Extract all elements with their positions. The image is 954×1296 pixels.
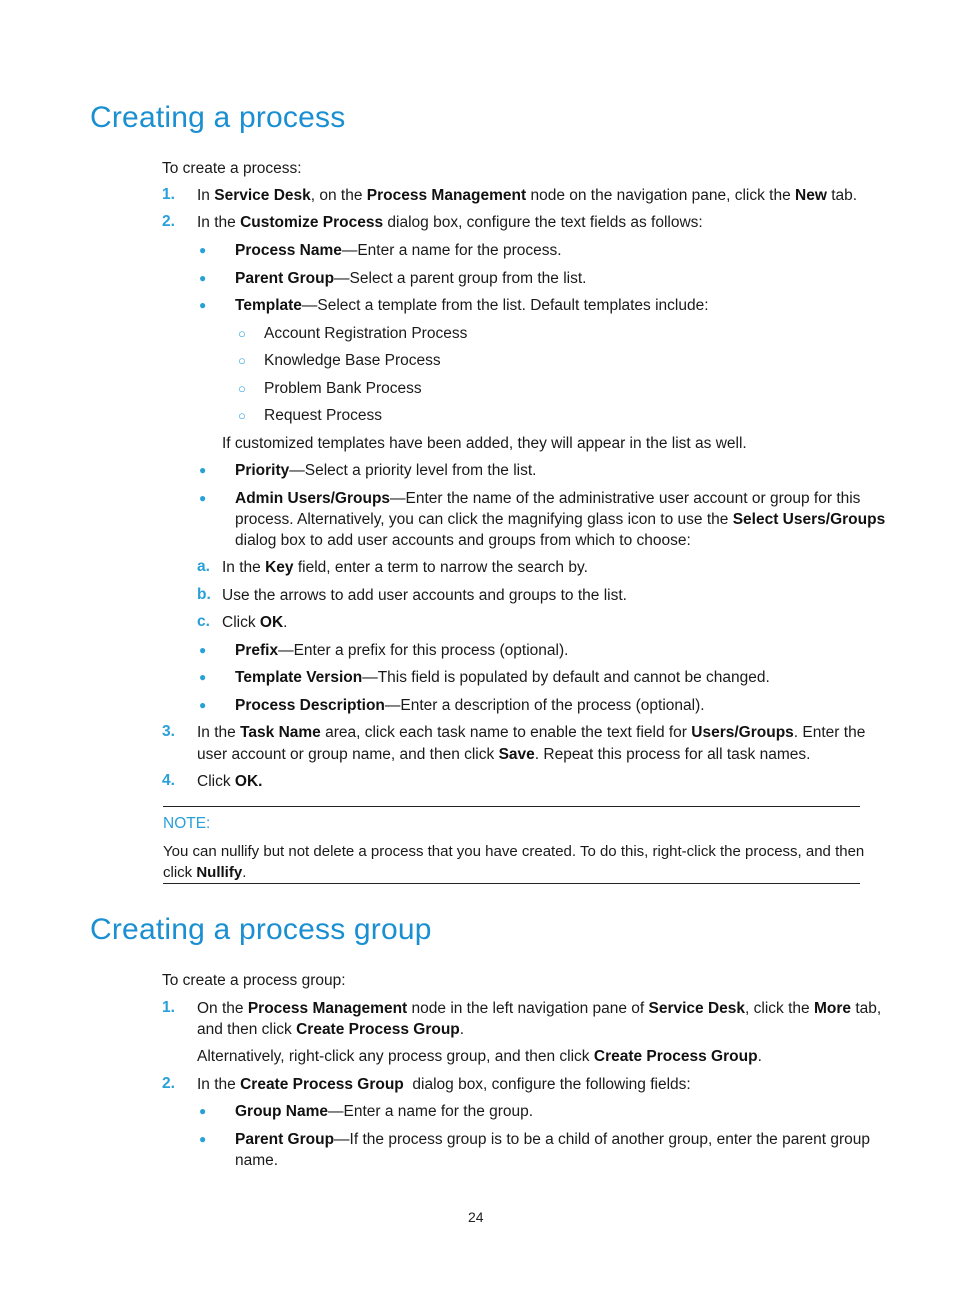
group-step-1-line1: On the Process Management node in the left navigation pane of Service Desk, click the More tab, [197,1000,882,1017]
step-1-text: In Service Desk, on the Process Management node on the navigation pane, click the New tab. [197,187,858,204]
bullet-icon: ● [199,643,207,657]
bullet-icon: ● [199,271,207,285]
field-admin-users-line1: Admin Users/Groups—Enter the name of the administrative user account or group for this [235,490,861,507]
intro-text: To create a process group: [162,972,346,989]
step-2-text: In the Customize Process dialog box, configure the text fields as follows: [197,214,703,231]
field-parent-group-line1: Parent Group—If the process group is to be a child of another group, enter the parent group [235,1131,870,1148]
group-step-2-text: In the Create Process Group dialog box, configure the following fields: [197,1076,691,1093]
group-step-1-line2: and then click Create Process Group. [197,1021,465,1038]
section-title-creating-process-group: Creating a process group [90,913,432,946]
step-number: 1. [162,999,175,1016]
substep-label: c. [197,613,210,630]
field-prefix: Prefix—Enter a prefix for this process (optional). [235,642,569,659]
note-bottom-rule [163,883,860,884]
field-process-name: Process Name—Enter a name for the process. [235,242,562,259]
bullet-icon: ● [199,298,207,312]
substep-a-text: In the Key field, enter a term to narrow the search by. [222,559,588,576]
circle-bullet-icon: ○ [238,408,246,423]
note-line1: You can nullify but not delete a process that you have created. To do this, right-click the process, and then [163,843,865,860]
field-template-version: Template Version—This field is populated by default and cannot be changed. [235,669,770,686]
step-number: 2. [162,1075,175,1092]
substep-c-text: Click OK. [222,614,288,631]
page-number: 24 [468,1209,484,1225]
substep-label: a. [197,558,210,575]
bullet-icon: ● [199,463,207,477]
bullet-icon: ● [199,698,207,712]
step-3-line1: In the Task Name area, click each task name to enable the text field for Users/Groups. Enter the [197,724,866,741]
field-process-description: Process Description—Enter a description of the process (optional). [235,697,705,714]
step-number: 1. [162,186,175,203]
bullet-icon: ● [199,243,207,257]
circle-bullet-icon: ○ [238,353,246,368]
note-top-rule [163,806,860,807]
templates-note: If customized templates have been added, they will appear in the list as well. [222,435,747,452]
step-number: 2. [162,213,175,230]
field-admin-users-line3: dialog box to add user accounts and groups from which to choose: [235,532,691,549]
bullet-icon: ● [199,491,207,505]
step-3-line2: user account or group name, and then click Save. Repeat this process for all task names. [197,746,811,763]
substep-b-text: Use the arrows to add user accounts and groups to the list. [222,587,627,604]
field-group-name: Group Name—Enter a name for the group. [235,1103,534,1120]
step-number: 3. [162,723,175,740]
field-template: Template—Select a template from the list. Default templates include: [235,297,709,314]
field-parent-group: Parent Group—Select a parent group from the list. [235,270,587,287]
bullet-icon: ● [199,670,207,684]
step-number: 4. [162,772,175,789]
substep-label: b. [197,586,211,603]
bullet-icon: ● [199,1104,207,1118]
note-label: NOTE: [163,815,211,832]
intro-text: To create a process: [162,160,302,177]
field-priority: Priority—Select a priority level from the list. [235,462,537,479]
circle-bullet-icon: ○ [238,381,246,396]
template-item: Account Registration Process [264,325,468,342]
bullet-icon: ● [199,1132,207,1146]
step-4-text: Click OK. [197,773,263,790]
template-item: Problem Bank Process [264,380,422,397]
section-title-creating-process: Creating a process [90,101,346,134]
template-item: Knowledge Base Process [264,352,441,369]
circle-bullet-icon: ○ [238,326,246,341]
template-item: Request Process [264,407,383,424]
note-line2: click Nullify. [163,864,247,881]
group-alt-text: Alternatively, right-click any process group, and then click Create Process Group. [197,1048,762,1065]
field-admin-users-line2: process. Alternatively, you can click the magnifying glass icon to use the Select Users/Groups [235,511,886,528]
field-parent-group-line2: name. [235,1152,279,1169]
